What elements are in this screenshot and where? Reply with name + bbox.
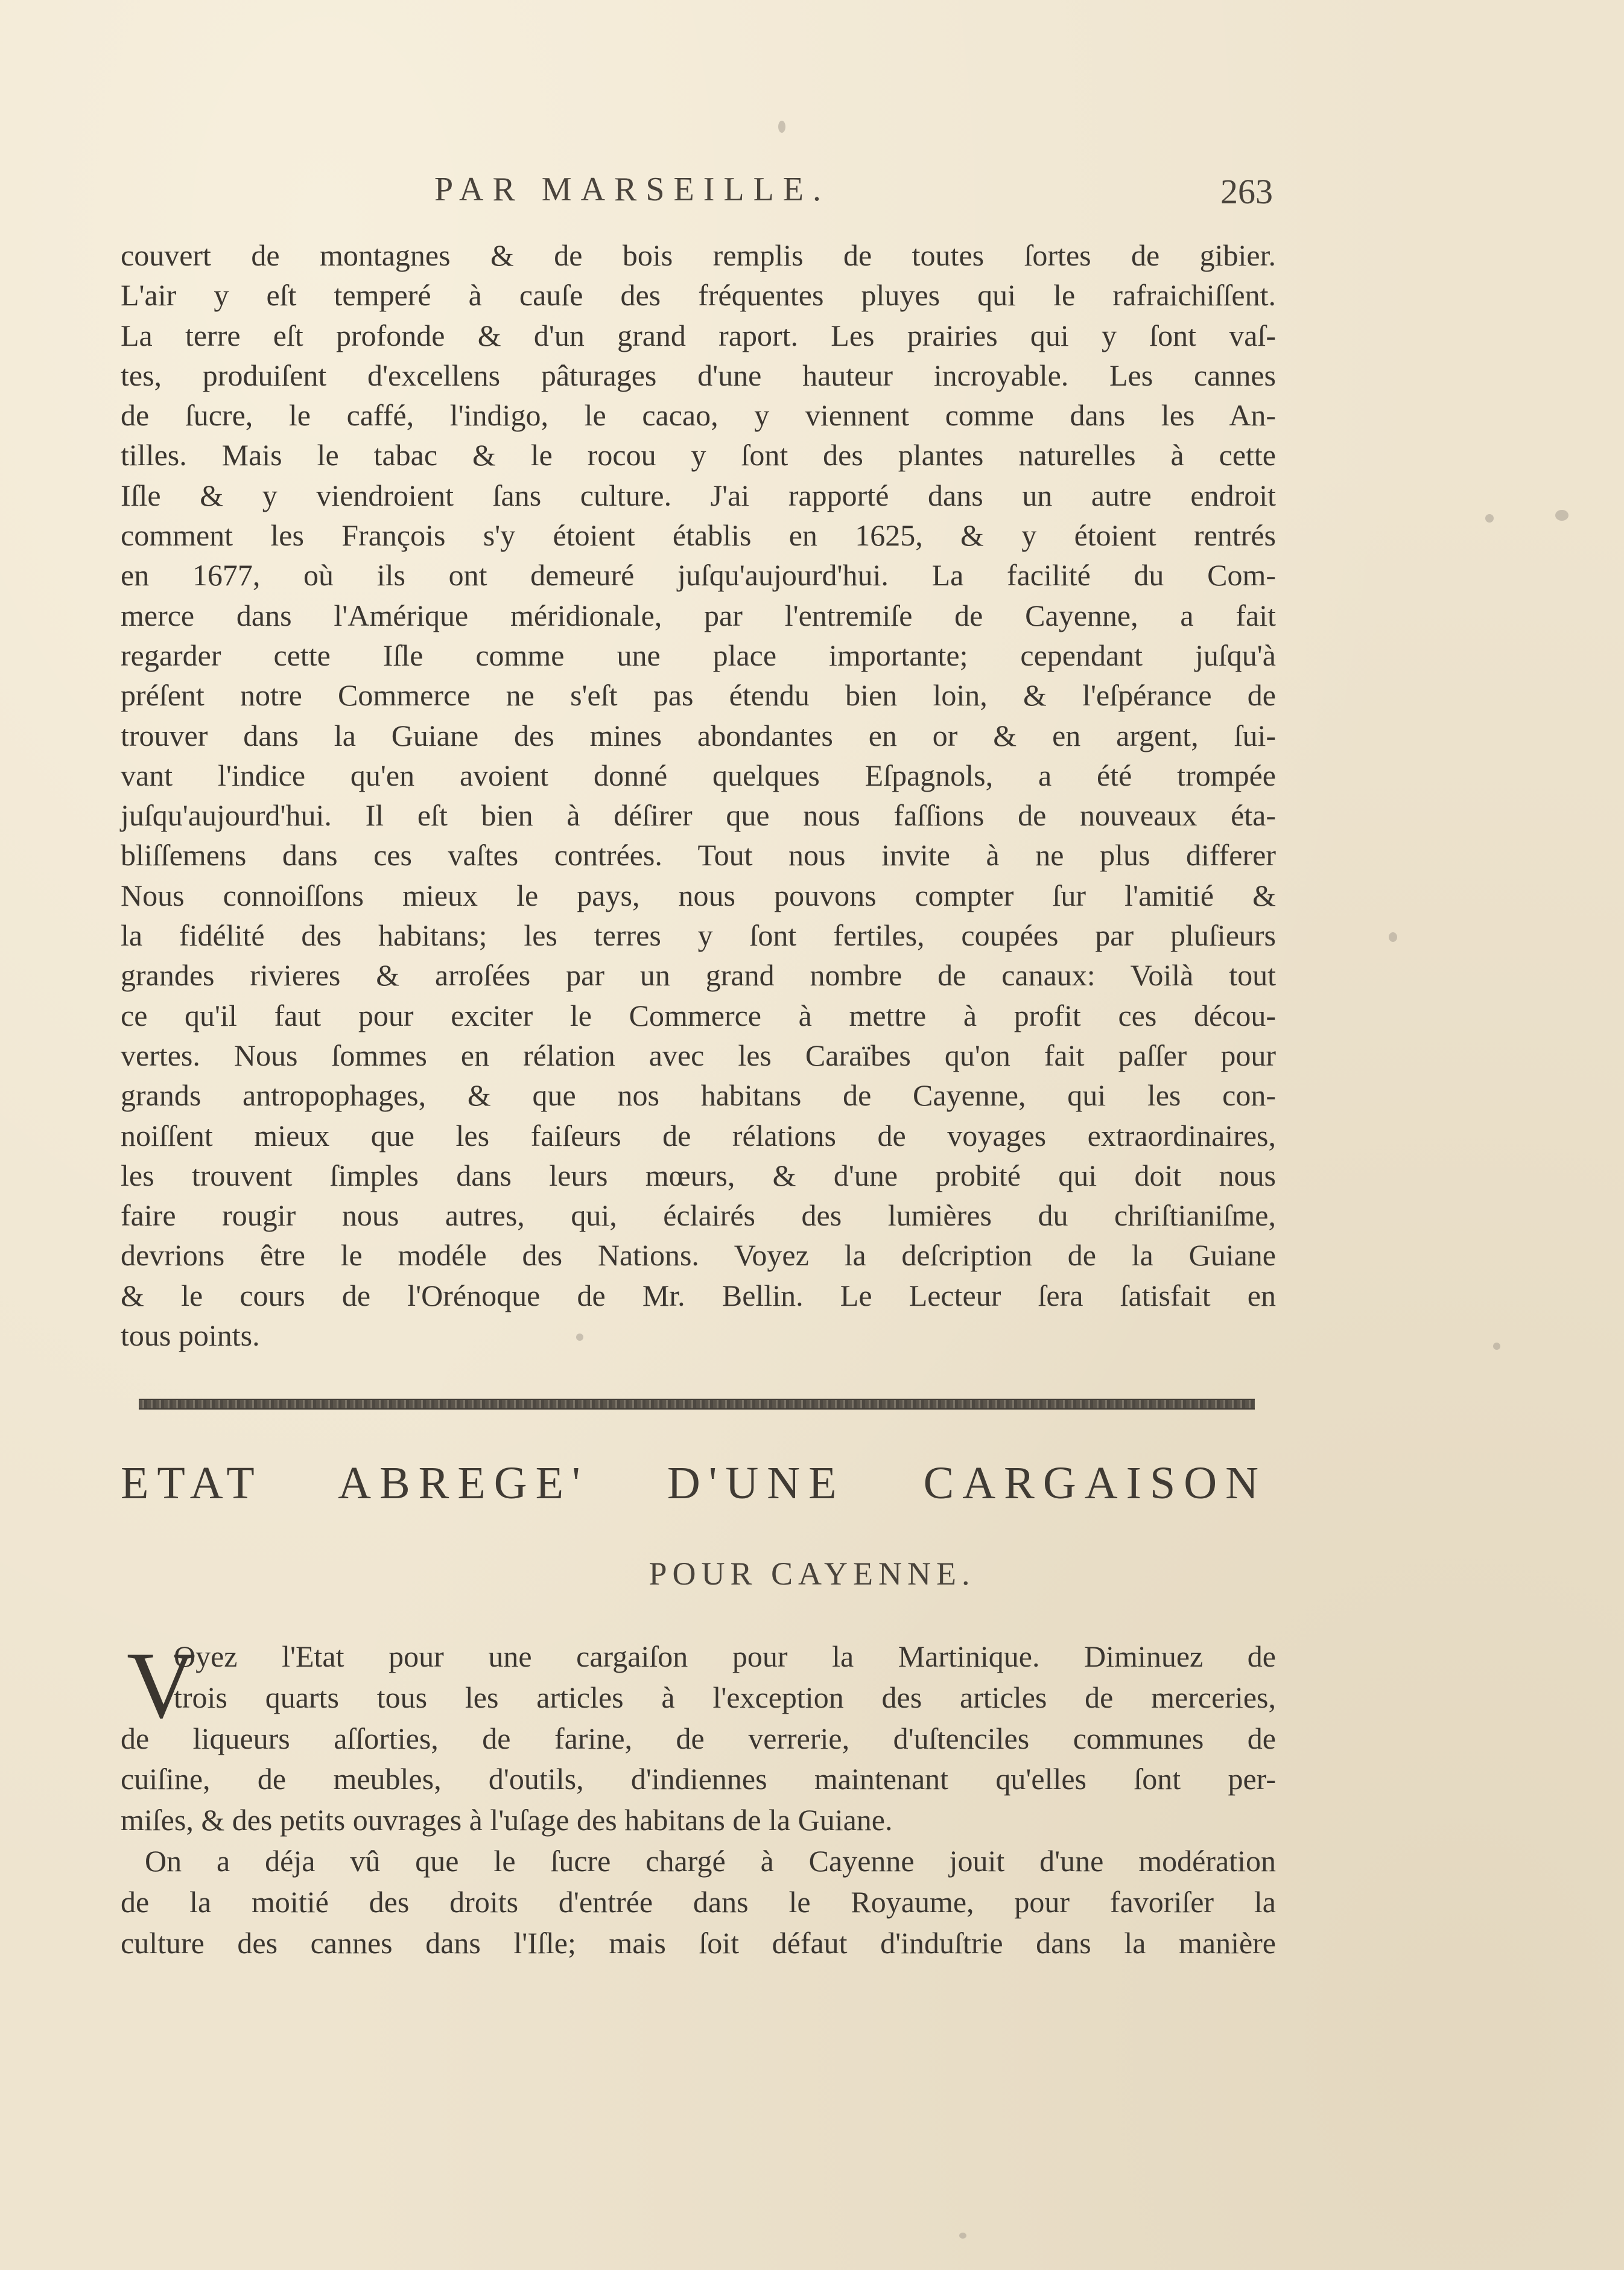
text-line: bliſſemens dans ces vaſtes contrées. Tout nous invite à ne plus differer (121, 838, 1276, 873)
text-line: Oyez l'Etat pour une cargaiſon pour la Martinique. Diminuez de (174, 1639, 1276, 1673)
foxing-speck (1485, 514, 1494, 523)
text-line: de la moitié des droits d'entrée dans le Royaume, pour favoriſer la (121, 1884, 1276, 1919)
foxing-speck (959, 2233, 966, 2239)
page-header (139, 170, 1273, 218)
text-line: tes, produiſent d'excellens pâturages d'une hauteur incroyable. Les cannes (121, 358, 1276, 392)
text-line: faire rougir nous autres, qui, éclairés des lumières du chriſtianiſme, (121, 1198, 1276, 1233)
text-line: trois quarts tous les articles à l'exception des articles de merceries, (174, 1680, 1276, 1714)
text-line: & le cours de l'Orénoque de Mr. Bellin. Le Lecteur ſera ſatisfait en (121, 1278, 1276, 1312)
text-line: de ſucre, le caffé, l'indigo, le cacao, y viennent comme dans les An- (121, 398, 1276, 433)
foxing-speck (1493, 1343, 1500, 1350)
text-line: en 1677, où ils ont demeuré juſqu'aujourd'hui. La facilité du Com- (121, 558, 1276, 593)
section-divider-rule (139, 1399, 1255, 1410)
text-line: cuiſine, de meubles, d'outils, d'indiennes maintenant qu'elles ſont per- (121, 1762, 1276, 1796)
foxing-speck (1555, 510, 1568, 521)
text-line: merce dans l'Amérique méridionale, par l'entremiſe de Cayenne, a fait (121, 598, 1276, 632)
paragraph-1 (121, 235, 1276, 1355)
drop-cap: V (127, 1633, 196, 1738)
text-line: L'air y eſt temperé à cauſe des fréquentes pluyes qui le rafraichiſſent. (121, 278, 1276, 313)
text-line: juſqu'aujourd'hui. Il eſt bien à déſirer que nous faſſions de nouveaux éta- (121, 798, 1276, 833)
text-line: la fidélité des habitans; les terres y ſont fertiles, coupées par pluſieurs (121, 918, 1276, 953)
text-line: La terre eſt profonde & d'un grand raport. Les prairies qui y ſont vaſ- (121, 318, 1276, 352)
text-line: vertes. Nous ſommes en rélation avec les Caraïbes qu'on fait paſſer pour (121, 1038, 1276, 1072)
text-line: miſes, & des petits ouvrages à l'uſage des habitans de la Guiane. (121, 1803, 893, 1837)
text-line: Iſle & y viendroient ſans culture. J'ai rapporté dans un autre endroit (121, 478, 1276, 512)
text-line: vant l'indice qu'en avoient donné quelques Eſpagnols, a été trompée (121, 758, 1276, 792)
text-line: trouver dans la Guiane des mines abondantes en or & en argent, ſui- (121, 718, 1276, 752)
text-line: culture des cannes dans l'Iſle; mais ſoit défaut d'induſtrie dans la manière (121, 1925, 1276, 1960)
text-line: de liqueurs aſſorties, de farine, de verrerie, d'uſtenciles communes de (121, 1721, 1276, 1755)
section-title: ETAT ABREGE' D'UNE CARGAISON (121, 1458, 1267, 1509)
text-line: tilles. Mais le tabac & le rocou y ſont des plantes naturelles à cette (121, 438, 1276, 472)
text-line: grandes rivieres & arroſées par un grand nombre de canaux: Voilà tout (121, 958, 1276, 993)
page-number: 263 (1220, 172, 1273, 211)
text-line: On a déja vû que le ſucre chargé à Cayenne jouit d'une modération (145, 1843, 1276, 1878)
section-subtitle: POUR CAYENNE. (649, 1556, 975, 1592)
text-line: ce qu'il faut pour exciter le Commerce à mettre à profit ces décou- (121, 998, 1276, 1032)
text-line: grands antropophages, & que nos habitans de Cayenne, qui les con- (121, 1078, 1276, 1113)
text-line: préſent notre Commerce ne s'eſt pas étendu bien loin, & l'eſpérance de (121, 678, 1276, 713)
text-line: les trouvent ſimples dans leurs mœurs, & d'une probité qui doit nous (121, 1158, 1276, 1192)
text-line: devrions être le modéle des Nations. Voyez la deſcription de la Guiane (121, 1238, 1276, 1273)
text-line: comment les François s'y étoient établis en 1625, & y étoient rentrés (121, 518, 1276, 553)
text-line: regarder cette Iſle comme une place importante; cependant juſqu'à (121, 638, 1276, 672)
foxing-speck (778, 121, 785, 133)
text-line: tous points. (121, 1318, 260, 1353)
foxing-speck (1389, 932, 1397, 942)
paragraph-2 (121, 1633, 1276, 1963)
text-line: noiſſent mieux que les faiſeurs de rélations de voyages extraordinaires, (121, 1118, 1276, 1152)
running-title: PAR MARSEILLE. (434, 171, 831, 208)
text-line: Nous connoiſſons mieux le pays, nous pouvons compter ſur l'amitié & (121, 878, 1276, 912)
text-line: couvert de montagnes & de bois remplis de toutes ſortes de gibier. (121, 238, 1276, 272)
